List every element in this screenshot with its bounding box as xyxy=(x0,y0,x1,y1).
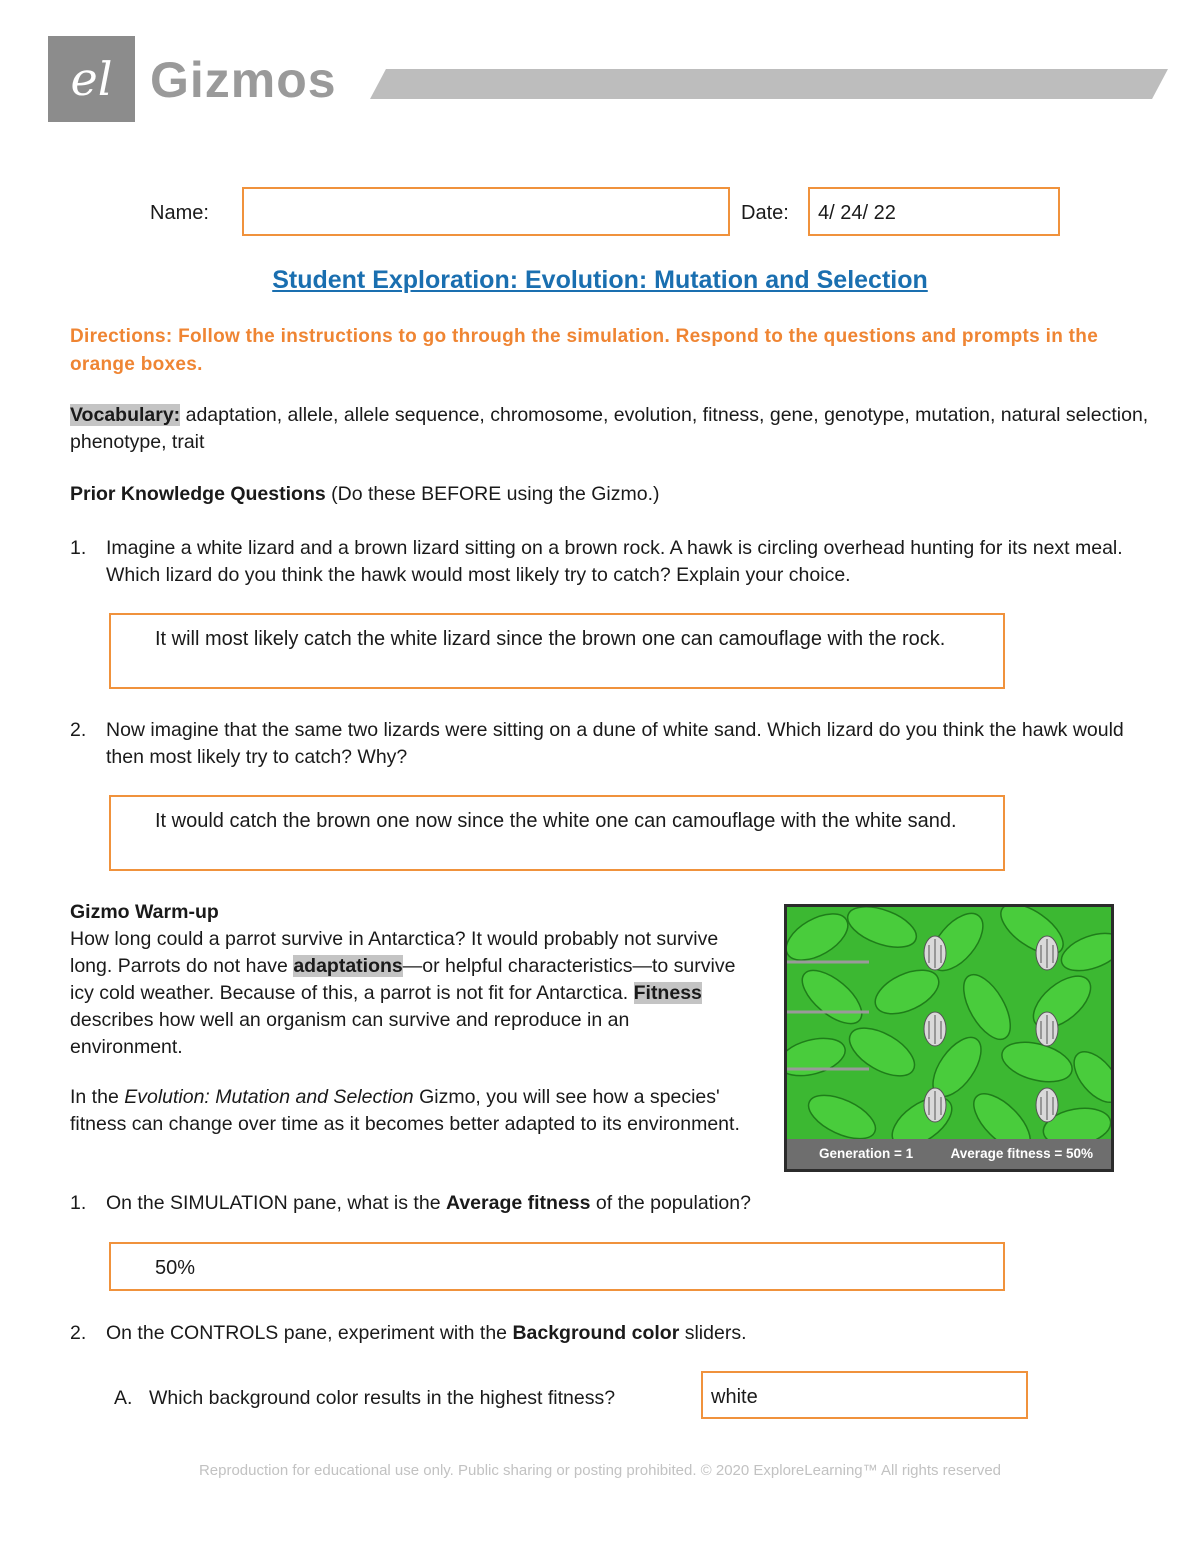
leaf-background xyxy=(787,907,1111,1139)
vocabulary-label: Vocabulary: xyxy=(70,404,181,426)
warmup-q1-text-a: On the SIMULATION pane, what is the xyxy=(106,1192,446,1214)
warmup-q2-bold: Background color xyxy=(512,1322,680,1344)
prior-question-2-text: Now imagine that the same two lizards were sitting on a dune of white sand. Which lizard do you think the hawk would then most likely try to catch? Why? xyxy=(106,719,1124,768)
warmup-p2-text-a: In the xyxy=(70,1086,125,1108)
warmup-answer-2a-box[interactable] xyxy=(701,1371,1028,1419)
prior-knowledge-heading xyxy=(70,481,1150,508)
vocabulary xyxy=(70,402,1150,456)
name-field[interactable] xyxy=(242,187,730,236)
page-title: Student Exploration: Evolution: Mutation and Selection xyxy=(272,266,928,294)
term-adaptations: adaptations xyxy=(293,955,403,977)
date-label: Date: xyxy=(741,202,789,224)
gizmo-name: Evolution: Mutation and Selection xyxy=(124,1086,414,1108)
warmup-p1-text-b: —or helpful characteristics—to survive icy cold weather. Because of this, a parrot is not fit for Antarctica. xyxy=(70,955,736,1004)
warmup-question-1-text xyxy=(106,1190,1146,1217)
prior-question-2-number: 2. xyxy=(70,719,87,741)
simulation-status-bar xyxy=(787,1139,1111,1169)
warmup-p2-text-b: Gizmo, you will see how a species' fitness can change over time as it becomes better adapted to its environment. xyxy=(70,1086,740,1135)
vocabulary-terms: adaptation, allele, allele sequence, chromosome, evolution, fitness, gene, genotype, mutation, natural selection, phenotype, trait xyxy=(70,404,1149,453)
warmup-q2-text-a: On the CONTROLS pane, experiment with the xyxy=(106,1322,513,1344)
explorelearning-logo-icon: el xyxy=(70,52,113,106)
directions: Directions: Follow the instructions to go through the simulation. Respond to the questions and prompts in the orange boxes. xyxy=(70,326,1099,375)
prior-answer-1: It will most likely catch the white lizard since the brown one can camouflage with the rock. xyxy=(155,628,946,650)
header-bar xyxy=(370,69,1168,99)
prior-knowledge-subtitle: (Do these BEFORE using the Gizmo.) xyxy=(325,483,660,505)
prior-question-1-number: 1. xyxy=(70,537,87,559)
warmup-paragraph-2 xyxy=(70,1084,740,1138)
brand-name: Gizmos xyxy=(150,52,337,108)
warmup-answer-1: 50% xyxy=(155,1257,196,1279)
date-field[interactable] xyxy=(808,187,1060,236)
date-value: 4/ 24/ 22 xyxy=(818,202,896,224)
footer-copyright: Reproduction for educational use only. Public sharing or posting prohibited. © 2020 ExploreLearning™ All rights reserved xyxy=(198,1462,1002,1479)
warmup-answer-2a: white xyxy=(711,1386,758,1408)
warmup-p1-text-a: How long could a parrot survive in Antarctica? It would probably not survive long. Parrots do not have xyxy=(70,928,719,977)
warmup-q2-text-b: sliders. xyxy=(679,1322,747,1344)
warmup-answer-1-box[interactable] xyxy=(109,1242,1005,1291)
generation-label: Generation = 1 xyxy=(819,1146,914,1161)
warmup-q1-bold: Average fitness xyxy=(445,1192,591,1214)
warmup-question-2-number: 2. xyxy=(70,1322,87,1344)
warmup-question-2a-letter: A. xyxy=(114,1387,133,1409)
warmup-question-2-text xyxy=(106,1320,1146,1347)
gizmo-simulation-image xyxy=(784,904,1114,1172)
average-fitness-label: Average fitness = 50% xyxy=(950,1146,1093,1161)
warmup-paragraph-1 xyxy=(70,926,740,1061)
warmup-p1-text-c: describes how well an organism can survive and reproduce in an environment. xyxy=(70,1009,630,1058)
warmup-question-2a-text: Which background color results in the highest fitness? xyxy=(149,1387,616,1409)
prior-knowledge-title: Prior Knowledge Questions xyxy=(70,483,326,505)
name-label: Name: xyxy=(150,202,209,224)
prior-answer-1-box[interactable] xyxy=(109,613,1005,689)
warmup-q1-text-b: of the population? xyxy=(590,1192,751,1214)
warmup-heading: Gizmo Warm-up xyxy=(70,901,219,923)
prior-answer-2-box[interactable] xyxy=(109,795,1005,871)
term-fitness: Fitness xyxy=(633,982,702,1004)
prior-question-1-text: Imagine a white lizard and a brown lizard sitting on a brown rock. A hawk is circling overhead hunting for its next meal. Which lizard do you think the hawk would most likely try to catch? Explain your choice. xyxy=(106,537,1123,586)
prior-answer-2: It would catch the brown one now since the white one can camouflage with the white sand. xyxy=(155,810,957,832)
warmup-question-1-number: 1. xyxy=(70,1192,87,1214)
